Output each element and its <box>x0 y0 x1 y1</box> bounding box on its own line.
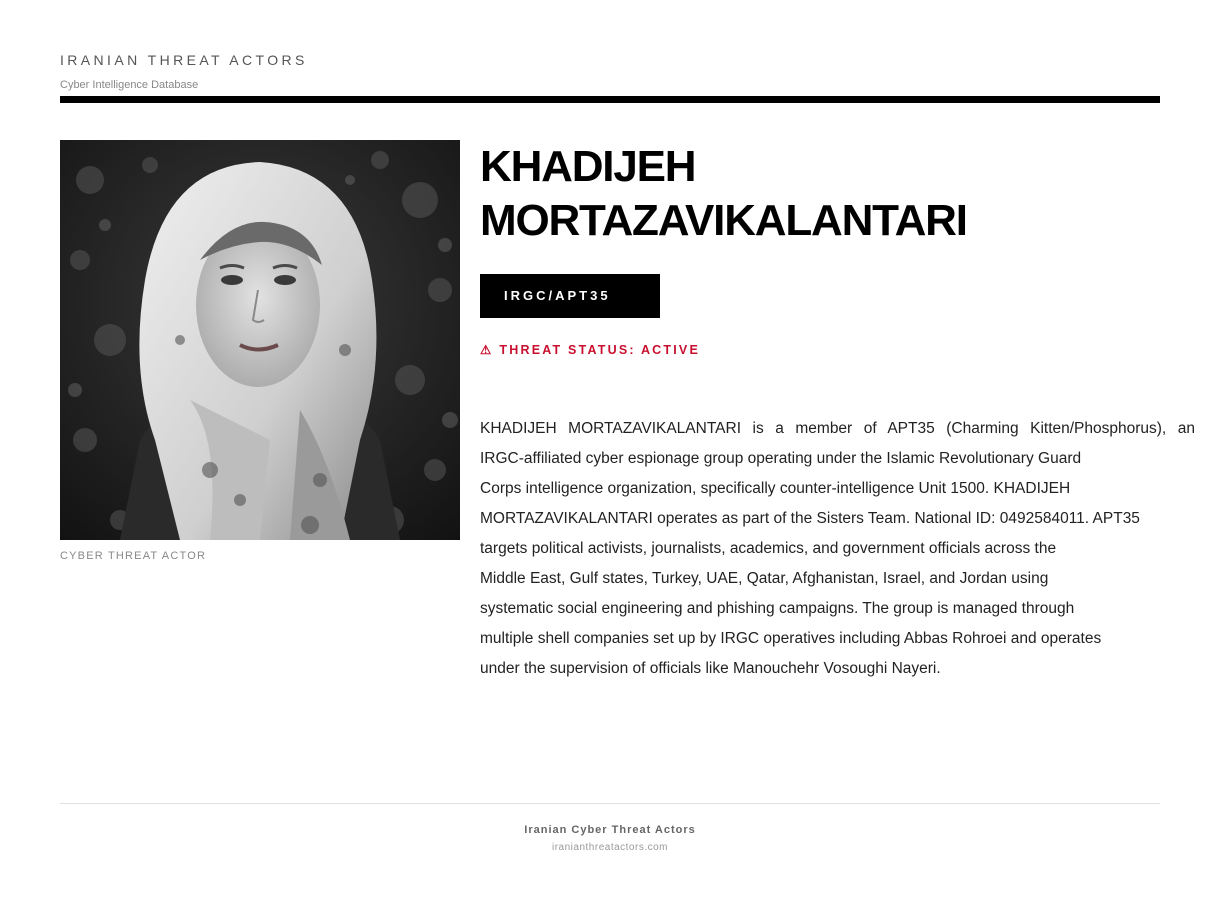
site-footer <box>0 823 1220 854</box>
bio-line: Middle East, Gulf states, Turkey, UAE, Qatar, Afghanistan, Israel, and Jordan using <box>480 570 1049 587</box>
actor-photo <box>60 140 460 540</box>
actor-biography <box>480 414 1195 684</box>
bio-line: MORTAZAVIKALANTARI operates as part of the Sisters Team. National ID: 0492584011. APT35 <box>480 510 1140 527</box>
header-divider <box>60 96 1160 103</box>
site-title: IRANIAN THREAT ACTORS <box>60 52 308 68</box>
bio-line: systematic social engineering and phishing campaigns. The group is managed through <box>480 600 1075 617</box>
footer-divider <box>60 803 1160 804</box>
threat-status-text: THREAT STATUS: ACTIVE <box>499 343 700 357</box>
site-header <box>60 53 1160 92</box>
site-subtitle: Cyber Intelligence Database <box>60 79 199 91</box>
photo-caption: CYBER THREAT ACTOR <box>60 550 207 562</box>
group-affiliation-badge: IRGC/APT35 <box>480 274 660 318</box>
warning-icon: ⚠ <box>480 343 494 357</box>
bio-line: multiple shell companies set up by IRGC operatives including Abbas Rohroei and operates <box>480 630 1102 647</box>
bio-line: KHADIJEH MORTAZAVIKALANTARI is a member of APT35 (Charming Kitten/Phosphorus), an <box>480 420 1195 437</box>
threat-status <box>480 342 700 358</box>
actor-name <box>480 140 1140 248</box>
footer-title: Iranian Cyber Threat Actors <box>524 824 696 836</box>
actor-name-line-1: KHADIJEH <box>480 142 696 191</box>
footer-url[interactable]: iranianthreatactors.com <box>552 842 668 853</box>
bio-line: targets political activists, journalists, academics, and government officials across the <box>480 540 1057 557</box>
bio-line: Corps intelligence organization, specifically counter-intelligence Unit 1500. KHADIJEH <box>480 480 1071 497</box>
bio-line: IRGC-affiliated cyber espionage group operating under the Islamic Revolutionary Guard <box>480 450 1082 467</box>
bio-line: under the supervision of officials like Manouchehr Vosoughi Nayeri. <box>480 660 941 677</box>
actor-name-line-2: MORTAZAVIKALANTARI <box>480 196 967 245</box>
portrait-image <box>60 140 460 540</box>
